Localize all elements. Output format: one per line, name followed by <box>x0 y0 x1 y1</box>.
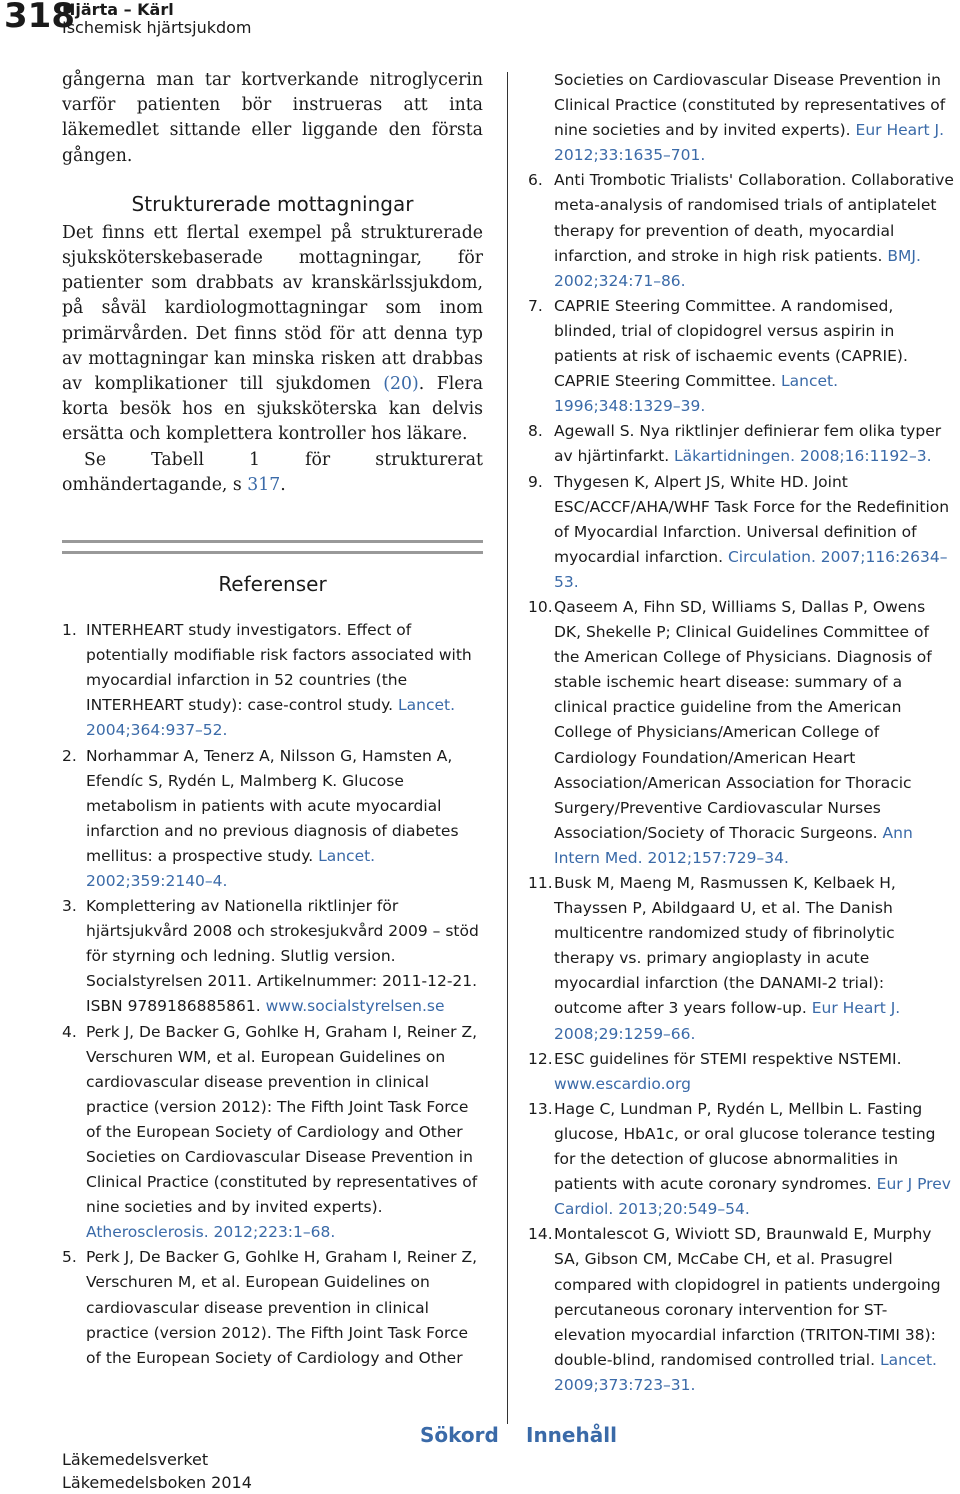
reference-number: 12. <box>528 1049 553 1068</box>
reference-number: 11. <box>528 874 553 892</box>
body-paragraph <box>62 221 483 448</box>
reference-text: INTERHEART study investigators. Effect of potentially modifiable risk factors associated with myocardial infarction in 52 countries (the INTERHEART study): case-control study. <box>86 621 472 715</box>
reference-link[interactable]: (20) <box>383 374 419 395</box>
reference-item <box>528 595 954 871</box>
reference-item <box>528 1047 954 1097</box>
right-column <box>528 68 954 1398</box>
page-header <box>0 0 960 54</box>
reference-text: Perk J, De Backer G, Gohlke H, Graham I, Reiner Z, Verschuren WM, et al. European Guidelines on cardiovascular disease prevention in clinical practice (version 2012): The Fifth Joint Task Force of the European Society of Cardiology and Other Societies on Cardiovascular Disease Prevention in Clinical Practice (constituted by representatives of nine societies and by invited experts). <box>86 1022 478 1217</box>
reference-citation[interactable]: Circulation. 2007;116:2634–53. <box>554 547 948 591</box>
reference-text: Montalescot G, Wiviott SD, Braunwald E, Murphy SA, Gibson CM, McCabe CH, et al. Prasugrel compared with clopidogrel in patients undergoing percutaneous coronary intervention for ST-elevation myocardial infarction (TRITON-TIMI 38): double-blind, randomised controlled trial. <box>554 1225 941 1369</box>
reference-citation[interactable]: Lancet. 2009;373:723–31. <box>554 1350 937 1394</box>
reference-citation[interactable]: Eur J Prev Cardiol. 2013;20:549–54. <box>554 1175 951 1219</box>
reference-item <box>62 894 483 1019</box>
reference-citation[interactable]: Läkartidningen. 2008;16:1192–3. <box>674 447 932 466</box>
reference-citation[interactable]: Lancet. 2004;364:937–52. <box>86 696 456 740</box>
reference-number: 7. <box>528 296 543 315</box>
reference-item <box>62 1020 483 1246</box>
reference-item <box>528 871 954 1047</box>
reference-text: Hage C, Lundman P, Rydén L, Mellbin L. Fasting glucose, HbA1c, or oral glucose tolerance testing for the detection of glucose abnormalities in patients with acute coronary syndromes. <box>554 1099 936 1194</box>
text-run: Det finns ett flertal exempel på strukturerade sjuksköterskebaserade mottagningar, för patienter som drabbats av kranskärlssjukdom, på såväl kardiologmottagningar som inom primärvården. Det finns stöd för att denna typ av mottagningar kan minska risken att drabbas av komplikationer till sjukdomen <box>62 222 483 395</box>
reference-item <box>528 1097 954 1222</box>
reference-citation[interactable]: Lancet. 2002;359:2140–4. <box>86 846 376 890</box>
reference-item <box>62 744 483 895</box>
reference-citation[interactable]: www.escardio.org <box>554 1074 691 1093</box>
reference-list-right <box>528 68 954 168</box>
reference-citation[interactable]: www.socialstyrelsen.se <box>265 997 445 1016</box>
reference-item <box>528 294 954 419</box>
reference-text: Agewall S. Nya riktlinjer definierar fem olika typer av hjärtinfarkt. <box>554 422 942 466</box>
column-divider <box>507 72 508 1424</box>
reference-item <box>62 618 483 743</box>
reference-number: 2. <box>62 746 77 765</box>
footer <box>62 1448 252 1494</box>
reference-number: 14. <box>528 1225 553 1244</box>
reference-text: Perk J, De Backer G, Gohlke H, Graham I, Reiner Z, Verschuren M, et al. European Guidelines on cardiovascular disease prevention in clinical practice (version 2012). The Fifth Joint Task Force of the European Society of Cardiology and Other <box>86 1248 478 1367</box>
reference-citation[interactable]: Atherosclerosis. 2012;223:1–68. <box>86 1223 336 1242</box>
reference-item <box>528 168 954 293</box>
reference-citation[interactable]: Ann Intern Med. 2012;157:729–34. <box>554 823 913 867</box>
reference-text: Anti Trombotic Trialists' Collaboration. Collaborative meta-analysis of randomised trials of antiplatelet therapy for prevention of death, myocardial infarction, and stroke in high risk patients. <box>554 171 954 265</box>
references-heading: Referenser <box>218 572 327 597</box>
reference-item <box>528 1222 954 1398</box>
reference-item <box>528 470 954 595</box>
reference-continuation <box>528 68 954 168</box>
reference-number: 8. <box>528 422 543 441</box>
contents-link[interactable]: Innehåll <box>526 1423 617 1447</box>
page-number: 318 <box>4 0 75 36</box>
reference-number: 5. <box>62 1248 77 1267</box>
reference-citation[interactable]: Eur Heart J. 2008;29:1259–66. <box>554 999 901 1043</box>
reference-text: Societies on Cardiovascular Disease Prevention in Clinical Practice (constituted by representatives of nine societies and by invited experts). <box>554 71 946 140</box>
reference-list-left <box>62 618 483 1371</box>
reference-text: Thygesen K, Alpert JS, White HD. Joint ESC/ACCF/AHA/WHF Task Force for the Redefinition of Myocardial Infarction. Universal definition of myocardial infarction. <box>554 472 950 566</box>
reference-number: 1. <box>62 621 77 640</box>
reference-text: Busk M, Maeng M, Rasmussen K, Kelbaek H, Thayssen P, Abildgaard U, et al. The Danish multicentre randomized study of fibrinolytic therapy vs. primary angioplasty in acute myocardial infarction (the DANAMI-2 trial): outcome after 3 years follow-up. <box>554 874 896 1018</box>
reference-text: ESC guidelines för STEMI respektive NSTEMI. <box>554 1049 902 1068</box>
text-run: . Flera korta besök hos en sjuksköterska kan delvis ersätta och komplettera kontroller hos läkare. <box>62 374 484 445</box>
section-heading: Strukturerade mottagningar <box>131 191 414 216</box>
reference-number: 13. <box>528 1099 553 1118</box>
search-link[interactable]: Sökord <box>420 1423 499 1447</box>
text-run: Se Tabell 1 för strukturerat omhändertagande, s <box>62 449 483 495</box>
section-subtitle: Ischemisk hjärtsjukdom <box>62 18 252 37</box>
reference-text: Qaseem A, Fihn SD, Williams S, Dallas P, Owens DK, Shekelle P; Clinical Guidelines Committee of the American College of Physicians. Diagnosis of stable ischemic heart disease: summary of a clinical practice guideline from the American College of Physicians/American College of Cardiology Foundation/American Heart Association/American Association for Thoracic Surgery/Preventive Cardiovascular Nurses Association/Society of Thoracic Surgeons. <box>554 597 932 842</box>
publisher: Läkemedelsverket <box>62 1450 209 1469</box>
body-paragraph-table <box>62 448 483 498</box>
reference-text: CAPRIE Steering Committee. A randomised, blinded, trial of clopidogrel versus aspirin in patients at risk of ischaemic events (CAPRIE). CAPRIE Steering Committee. <box>554 296 908 391</box>
reference-citation[interactable]: Eur Heart J. 2012;33:1635–701. <box>554 121 945 165</box>
section-title: Hjärta – Kärl <box>62 0 174 19</box>
page-link[interactable]: 317 <box>247 474 281 495</box>
reference-number: 9. <box>528 472 543 491</box>
left-column <box>62 68 483 1371</box>
reference-number: 4. <box>62 1022 77 1041</box>
reference-citation[interactable]: BMJ. 2002;324:71–86. <box>554 246 921 290</box>
reference-number: 6. <box>528 171 543 190</box>
reference-item <box>528 419 954 469</box>
reference-text: Komplettering av Nationella riktlinjer för hjärtsjukvård 2008 och strokesjukvård 2009 – stöd för styrning och ledning. Slutlig version. Socialstyrelsen 2011. Artikelnummer: 2011-12-21. ISBN 9789186885861. <box>86 897 479 1016</box>
reference-number: 10. <box>528 597 553 616</box>
reference-list-right-items <box>528 168 954 1398</box>
reference-number: 3. <box>62 897 77 916</box>
reference-citation[interactable]: Lancet. 1996;348:1329–39. <box>554 372 839 416</box>
reference-text: Norhammar A, Tenerz A, Nilsson G, Hamsten A, Efendíc S, Rydén L, Malmberg K. Glucose metabolism in patients with acute myocardial infarction and no previous diagnosis of diabetes mellitus: a prospective study. <box>86 746 459 865</box>
intro-paragraph: gångerna man tar kortverkande nitroglycerin varför patienten bör instrueras att inta läkemedlet sittande eller liggande den första gången. <box>62 70 483 166</box>
reference-item <box>62 1245 483 1370</box>
book-title: Läkemedelsboken 2014 <box>62 1473 252 1492</box>
text-run: . <box>280 474 286 495</box>
references-divider <box>62 540 483 554</box>
